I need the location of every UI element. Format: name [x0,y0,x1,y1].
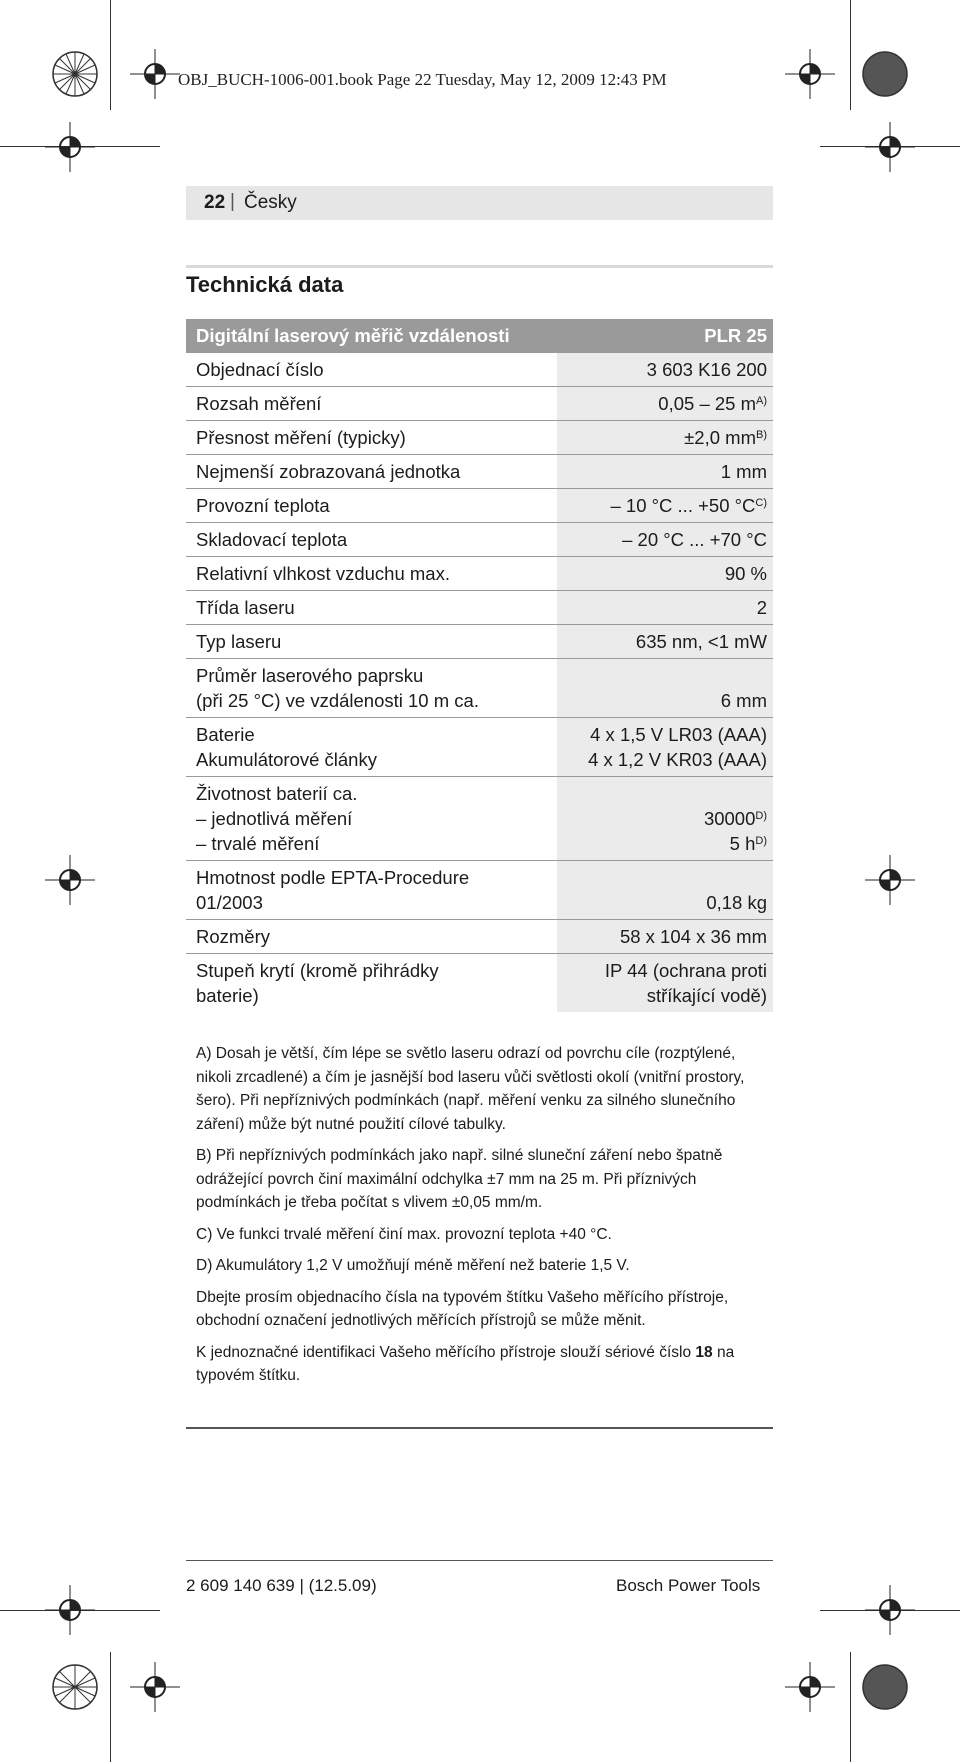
table-row [186,777,773,861]
row-label: Baterie Akumulátorové články [186,718,557,777]
row-label: Rozměry [186,920,557,954]
table-row [186,659,773,718]
registration-star-icon [50,1662,100,1712]
row-value: 3 603 K16 200 [557,353,773,387]
footer-doc-number: 2 609 140 639 | (12.5.09) [186,1576,377,1595]
registration-disc-icon [860,1662,910,1712]
divider [186,265,773,268]
row-label: Průměr laserového paprsku (při 25 °C) ve vzdálenosti 10 m ca. [186,659,557,718]
row-value: 1 mm [557,455,773,489]
registration-disc-icon [860,49,910,99]
footnote-a: A) Dosah je větší, čím lépe se světlo laseru odrazí od povrchu cíle (rozptýlené, nikoli zrcadlené) a čím je jasnější bod laseru vůči světlosti okolí (vnitřní prostory, šero). Při nepříznivých podmínkách (např. měření venku za silného slunečního záření) může být nutné použití cílové tabulky. [196,1045,745,1133]
row-value: 6 mm [557,659,773,718]
table-row [186,920,773,954]
page-language: Česky [244,192,297,213]
table-row [186,557,773,591]
table-row [186,523,773,557]
table-row [186,591,773,625]
page-separator: | [230,191,235,212]
registration-target-icon [45,122,95,172]
row-value: $30000^{D)}$ 5 $h^{D)}$ [557,777,773,861]
registration-target-icon [130,1662,180,1712]
registration-target-icon [130,49,180,99]
row-value: 0,05 – 25 $m^{A)}$ [557,387,773,421]
table-row [186,718,773,777]
row-value: 2 [557,591,773,625]
footnote-b: B) Při nepříznivých podmínkách jako např. silné sluneční záření nebo špatně odrážející povrch činí maximální odchylka ±7 mm na 25 m. Při příznivých podmínkách je třeba počítat s vlivem ±0,05 mm/m. [196,1147,723,1211]
table-row [186,353,773,387]
registration-target-icon [785,1662,835,1712]
page-number: 22 [204,192,226,213]
row-label: Stupeň krytí (kromě přihrádky baterie) [196,960,439,1006]
table-header-value: PLR 25 [557,319,773,353]
print-header: OBJ_BUCH-1006-001.book Page 22 Tuesday, May 12, 2009 12:43 PM [178,70,667,89]
spec-table [186,319,773,1012]
row-value: 90 % [557,557,773,591]
serial-note: K jednoznačné identifikaci Vašeho měřícího přístroje slouží sériové číslo 18 na typovém štítku. [196,1343,735,1384]
row-label: Rozsah měření [186,387,557,421]
row-value: – 10 °C ... +50 $^\circ C^{C)}$ [557,489,773,523]
footnotes [196,1042,766,1396]
footer-divider [186,1560,773,1561]
page-header-bar [186,186,773,220]
footer-brand: Bosch Power Tools [616,1576,761,1595]
row-value: 635 nm, <1 mW [557,625,773,659]
registration-target-icon [45,1585,95,1635]
row-label: Hmotnost podle EPTA-Procedure 01/2003 [186,861,557,920]
order-note: Dbejte prosím objednacího čísla na typovém štítku Vašeho měřícího přístroje, obchodní označení jednotlivých měřících přístrojů se může měnit. [196,1288,729,1329]
table-row [186,861,773,920]
row-label: Životnost baterií ca. – jednotlivá měření – trvalé měření [186,777,557,861]
row-label: Objednací číslo [186,353,557,387]
table-row [186,625,773,659]
crop-mark [110,0,111,110]
divider [186,1427,773,1429]
row-label: Typ laseru [186,625,557,659]
table-row [186,954,773,1013]
section-title: Technická data [186,272,344,297]
registration-target-icon [865,122,915,172]
registration-star-icon [50,49,100,99]
table-row [186,489,773,523]
row-value: IP 44 (ochrana proti stříkající vodě) [557,954,773,1013]
row-label: Přesnost měření (typicky) [186,421,557,455]
registration-target-icon [785,49,835,99]
row-label: Třída laseru [186,591,557,625]
row-label: Skladovací teplota [186,523,557,557]
table-row [186,455,773,489]
row-label: Relativní vlhkost vzduchu max. [186,557,557,591]
crop-mark [850,1652,851,1762]
registration-target-icon [865,1585,915,1635]
registration-target-icon [865,855,915,905]
row-value: 58 x 104 x 36 mm [557,920,773,954]
table-row [186,387,773,421]
row-label: Provozní teplota [186,489,557,523]
row-label: Nejmenší zobrazovaná jednotka [186,455,557,489]
row-value: 4 x 1,5 V LR03 (AAA) 4 x 1,2 V KR03 (AAA) [557,718,773,777]
row-value: 0,18 kg [557,861,773,920]
table-row [186,421,773,455]
crop-mark [110,1652,111,1762]
table-header-label: Digitální laserový měřič vzdálenosti [186,319,557,353]
registration-target-icon [45,855,95,905]
row-value: ±2,0 $mm^{B)}$ [557,421,773,455]
footnote-d: D) Akumulátory 1,2 V umožňují méně měření než baterie 1,5 V. [196,1257,630,1274]
table-header-row [186,319,773,353]
footnote-c: C) Ve funkci trvalé měření činí max. provozní teplota +40 °C. [196,1225,612,1243]
crop-mark [850,0,851,110]
row-value: – 20 °C ... +70 °C [557,523,773,557]
